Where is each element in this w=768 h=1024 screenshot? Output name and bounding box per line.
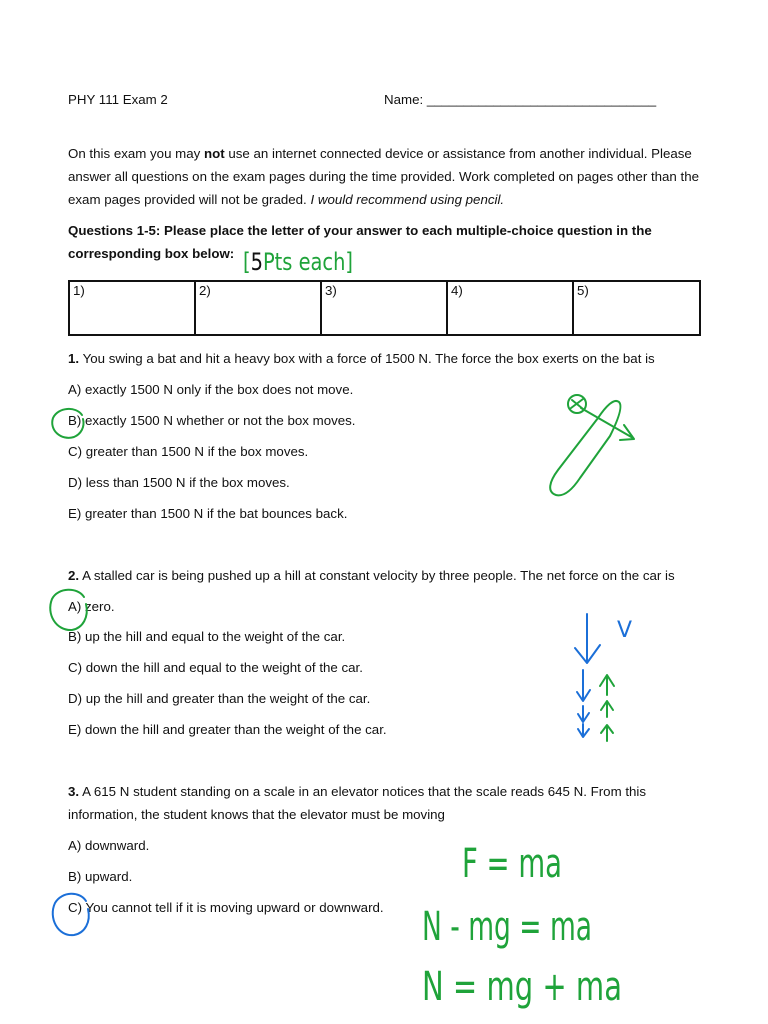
question-text: A stalled car is being pushed up a hill at constant velocity by three people. The net force on the car is — [82, 568, 675, 583]
name-field-label: Name: _______________________________ — [384, 92, 657, 107]
equation-normal-force: N = mg + ma — [422, 964, 622, 1010]
question-1-choice-a: A) exactly 1500 N only if the box does not move. — [68, 382, 354, 397]
answer-box-1: 1) — [70, 282, 196, 334]
question-1-choice-c: C) greater than 1500 N if the box moves. — [68, 444, 309, 459]
bat-sketch — [550, 395, 634, 495]
down-arrow-icon — [578, 724, 589, 737]
velocity-arrow-icon — [575, 614, 600, 663]
answer-box-3: 3) — [322, 282, 448, 334]
instructions-emphasis: not — [203, 146, 225, 161]
up-arrow-icon — [600, 675, 614, 695]
question-3-stem-line-2: information, the student knows that the elevator must be moving — [68, 807, 445, 822]
question-text: You swing a bat and hit a heavy box with a force of 1500 N. The force the box exerts on the bat is — [82, 351, 655, 366]
answer-box-2: 2) — [196, 282, 322, 334]
force-arrow-icon — [581, 408, 634, 440]
question-2-choice-c: C) down the hill and equal to the weight of the car. — [68, 660, 363, 675]
question-1-stem — [68, 351, 655, 367]
question-number: 1. — [68, 351, 80, 366]
points-note-bracket: [ — [243, 248, 253, 276]
answer-box-5: 5) — [577, 283, 589, 298]
question-2-choice-e: E) down the hill and greater than the weight of the car. — [68, 722, 387, 737]
answer-box-4: 4) — [448, 282, 574, 334]
question-2-choice-a: A) zero. — [68, 599, 115, 614]
question-2-choice-d: D) up the hill and greater than the weight of the car. — [68, 691, 371, 706]
points-note-value: 5 — [250, 248, 266, 276]
points-note — [243, 248, 375, 276]
question-number: 2. — [68, 568, 80, 583]
up-arrow-icon — [601, 701, 613, 717]
bat-icon — [550, 401, 620, 495]
question-3-choice-c: C) You cannot tell if it is moving upward or downward. — [68, 900, 384, 915]
question-3-stem — [68, 784, 646, 800]
question-2-stem — [68, 568, 675, 584]
course-title: PHY 111 Exam 2 — [68, 92, 168, 107]
instructions-recommendation: I would recommend using pencil. — [310, 192, 505, 207]
question-2-choice-b: B) up the hill and equal to the weight of the car. — [68, 629, 346, 644]
instructions-line-3 — [68, 192, 504, 208]
question-3-choice-b: B) upward. — [68, 869, 133, 884]
box-icon — [568, 395, 586, 413]
down-arrow-icon — [577, 670, 590, 701]
question-1-choice-b: B) exactly 1500 N whether or not the box moves. — [68, 413, 356, 428]
points-note-label: Pts each] — [262, 248, 375, 276]
question-1-choice-e: E) greater than 1500 N if the bat bounces back. — [68, 506, 348, 521]
instructions-line-1 — [68, 146, 692, 162]
box-cross-icon — [571, 399, 583, 409]
instructions-text: On this exam you may — [68, 146, 204, 161]
velocity-label: V — [617, 618, 633, 643]
mc-heading-line-1: Questions 1-5: Please place the letter of your answer to each multiple-choice question in the — [68, 223, 652, 238]
question-3-choice-a: A) downward. — [68, 838, 150, 853]
force-diagram-sketch — [575, 614, 614, 741]
answer-box-table — [68, 280, 701, 336]
instructions-line-2: answer all questions on the exam pages during the time provided. Work completed on pages other than the — [68, 169, 699, 184]
question-text: A 615 N student standing on a scale in an elevator notices that the scale reads 645 N. From this — [82, 784, 647, 799]
equation-newton-second-law: F = ma — [462, 841, 562, 887]
instructions-text: use an internet connected device or assistance from another individual. Please — [224, 146, 692, 161]
up-arrow-icon — [601, 725, 613, 741]
instructions-text: exam pages provided will not be graded. — [68, 192, 311, 207]
equation-net-force: N - mg = ma — [422, 904, 592, 950]
mc-heading-line-2: corresponding box below: — [68, 246, 235, 261]
down-arrow-icon — [578, 706, 589, 722]
question-number: 3. — [68, 784, 80, 799]
question-1-choice-d: D) less than 1500 N if the box moves. — [68, 475, 290, 490]
